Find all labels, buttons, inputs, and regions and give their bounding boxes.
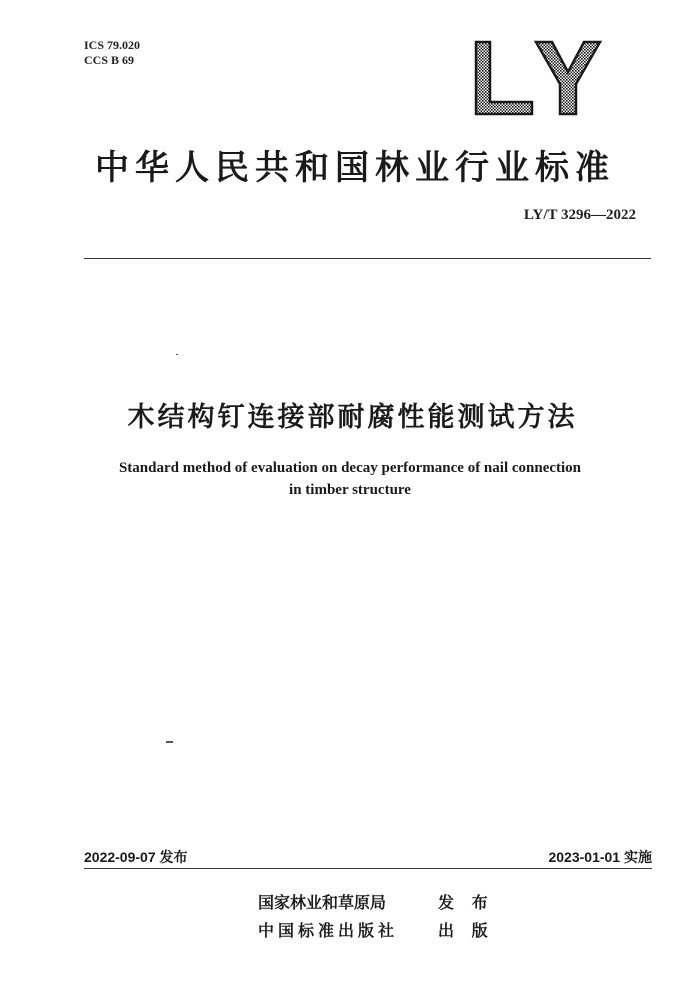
title-english-line2: in timber structure bbox=[289, 482, 411, 498]
title-english-line1: Standard method of evaluation on decay performance of nail connection bbox=[118, 460, 582, 476]
implementation-date: 2023-01-01 实施 bbox=[548, 849, 652, 865]
ccs-code: CCS B 69 bbox=[84, 53, 135, 67]
classification-codes bbox=[84, 38, 140, 68]
publishing-action: 出 版 bbox=[438, 921, 494, 940]
issue-date: 2022-09-07 发布 bbox=[84, 849, 188, 865]
ics-code: ICS 79.020 bbox=[84, 38, 141, 52]
standard-type-heading: 中华人民共和国林业行业标准 bbox=[95, 148, 615, 188]
standard-number: LY/T 3296—2022 bbox=[523, 207, 636, 223]
scan-dash bbox=[166, 741, 173, 743]
publishing-organization: 中国标准出版社 bbox=[258, 921, 399, 940]
title-english bbox=[0, 457, 700, 501]
issuing-action: 发 布 bbox=[438, 893, 494, 912]
top-divider bbox=[84, 258, 651, 259]
title-chinese: 木结构钉连接部耐腐性能测试方法 bbox=[127, 402, 578, 433]
bottom-divider bbox=[84, 868, 652, 869]
issuing-organization: 国家林业和草原局 bbox=[258, 893, 387, 912]
scan-speck bbox=[176, 354, 178, 355]
ly-logo bbox=[470, 34, 610, 120]
